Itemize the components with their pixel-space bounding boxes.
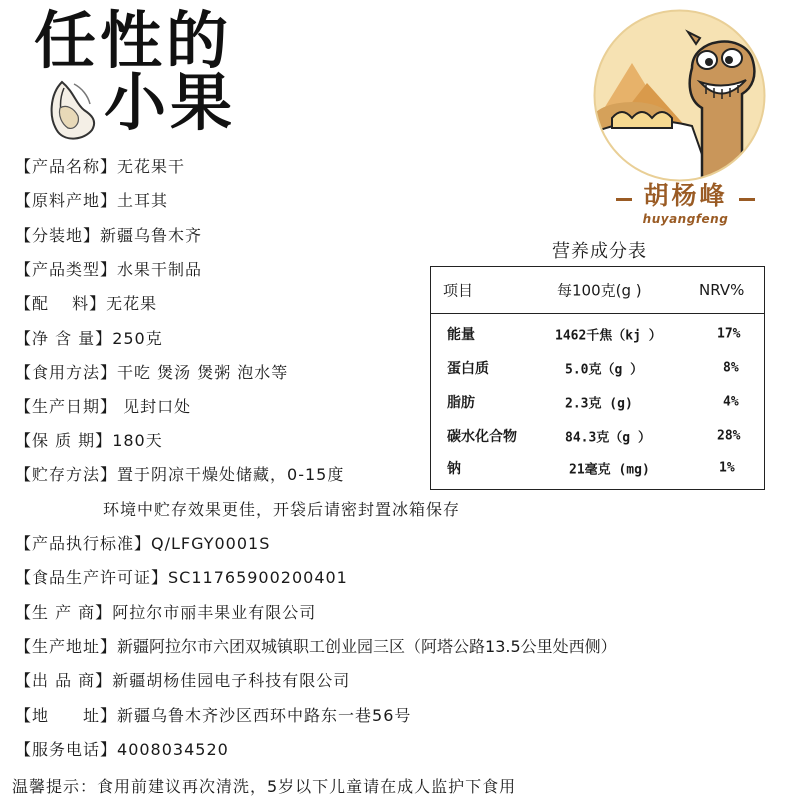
- pistachio-icon: [44, 74, 100, 144]
- nutrition-row: 能量 1462千焦（kj ） 17%: [447, 326, 741, 344]
- info-line-service-phone: 【服务电话】4008034520: [15, 740, 229, 759]
- info-line-packing-place: 【分装地】新疆乌鲁木齐: [15, 226, 203, 245]
- info-line-product-name: 【产品名称】无花果干: [15, 157, 186, 176]
- nutrition-title: 营养成分表: [552, 241, 647, 262]
- nutrition-row: 脂肪 2.3克 (g) 4%: [447, 394, 739, 412]
- nutrition-header-row: [431, 267, 764, 314]
- info-line-net-weight: 【净 含 量】250克: [15, 329, 163, 348]
- nutrition-row: 蛋白质 5.0克（g ） 8%: [447, 360, 739, 378]
- info-line-standard: 【产品执行标准】Q/LFGY0001S: [15, 534, 271, 553]
- nutrition-header-per100: 每100克(g ): [557, 281, 642, 300]
- info-line-origin: 【原料产地】土耳其: [15, 191, 169, 210]
- info-line-usage: 【食用方法】干吃 煲汤 煲粥 泡水等: [15, 363, 289, 382]
- info-line-production-address: 【生产地址】新疆阿拉尔市六团双城镇职工创业园三区（阿塔公路13.5公里处西侧）: [15, 637, 617, 656]
- product-title-line-1: 任性的: [34, 4, 233, 77]
- brand-name-en: huyangfeng: [642, 212, 729, 226]
- nutrition-header-item: 项目: [443, 281, 474, 300]
- brand-name-cn: 胡杨峰: [643, 181, 728, 210]
- info-line-storage-cont: 环境中贮存效果更佳，开袋后请密封置冰箱保存: [103, 500, 461, 519]
- info-line-product-type: 【产品类型】水果干制品: [15, 260, 203, 279]
- info-line-publisher: 【出 品 商】新疆胡杨佳园电子科技有限公司: [15, 671, 351, 690]
- info-line-shelf-life: 【保 质 期】180天: [15, 431, 163, 450]
- brand-dash-left: [616, 198, 632, 201]
- nutrition-table: [430, 266, 765, 490]
- product-title-line-2: 小果: [104, 66, 237, 139]
- brand-block: [598, 176, 773, 226]
- info-line-manufacturer: 【生 产 商】阿拉尔市丽丰果业有限公司: [15, 603, 317, 622]
- info-line-address: 【地 址】新疆乌鲁木齐沙区西环中路东一巷56号: [15, 706, 412, 725]
- info-line-license: 【食品生产许可证】SC11765900200401: [15, 568, 348, 587]
- brand-dash-right: [739, 198, 755, 201]
- info-line-ingredients: 【配 料】无花果: [15, 294, 158, 313]
- info-line-storage: 【贮存方法】置于阴凉干燥处储藏，0-15度: [15, 465, 345, 484]
- nutrition-header-nrv: NRV%: [699, 281, 745, 299]
- nutrition-row: 碳水化合物 84.3克（g ） 28%: [447, 428, 741, 446]
- warm-tip-note: 温馨提示：食用前建议再次清洗，5岁以下儿童请在成人监护下食用: [12, 777, 517, 796]
- camel-logo-icon: [592, 8, 767, 183]
- info-line-production-date: 【生产日期】 见封口处: [15, 397, 192, 416]
- nutrition-row: 钠 21毫克 (mg) 1%: [447, 460, 735, 478]
